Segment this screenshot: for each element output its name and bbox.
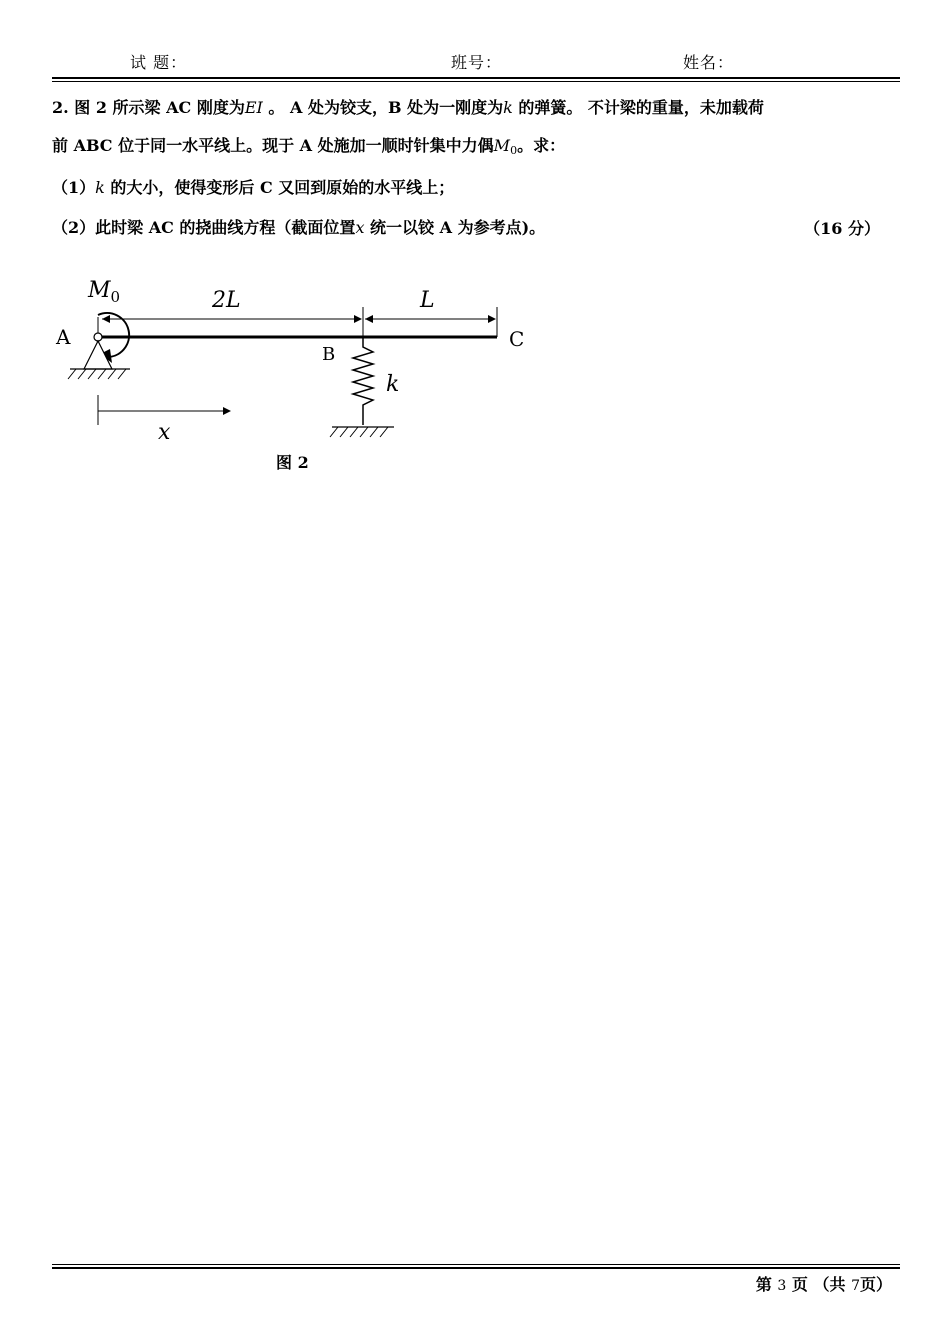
point-b-label: B — [322, 344, 336, 365]
ground-hatch-a — [68, 369, 126, 379]
x-symbol: x — [355, 218, 365, 237]
x-axis-label: x — [158, 420, 171, 445]
moment-label: $M_0$ — [88, 278, 121, 306]
spring-k-label: k — [386, 372, 400, 397]
page-header — [0, 50, 950, 74]
class-label: 班号： — [451, 53, 503, 72]
k-symbol: k — [95, 178, 105, 197]
header-rule-thick — [52, 77, 900, 79]
question-part-2: （2）此时梁 AC 的挠曲线方程（截面位置x 统一以铰 A 为参考点)。 — [52, 218, 546, 237]
points-label: （16 分） — [804, 219, 880, 238]
point-a-label: A — [56, 325, 71, 349]
ei-symbol: EI — [244, 98, 263, 117]
m0-subscript: 0 — [510, 144, 518, 157]
question-line-1: 2. 图 2 所示梁 AC 刚度为EI 。 A 处为铰支，B 处为一刚度为k 的弹簧。 不计梁的重量，未加载荷 — [52, 98, 764, 117]
page-number: 第 3 页 （共 7页） — [755, 1275, 892, 1294]
dim-bc-label: L — [420, 288, 435, 313]
dim-ab-arrow-left — [102, 315, 110, 323]
m0-symbol: M — [493, 136, 511, 155]
question-line-2: 前 ABC 位于同一水平线上。现于 A 处施加一顺时针集中力偶$M_0$。求： — [52, 136, 566, 157]
ground-hatch-b — [330, 427, 388, 437]
point-c-label: C — [509, 327, 525, 351]
k-symbol: k — [503, 98, 513, 117]
header-rule-thin — [52, 81, 900, 82]
dim-ab-label: 2L — [212, 288, 241, 313]
exam-label: 试 题： — [130, 53, 188, 72]
footer-rule-thick — [52, 1267, 900, 1269]
figure-caption: 图 2 — [276, 453, 309, 472]
spring-b — [353, 337, 373, 425]
dim-bc-arrow-left — [365, 315, 373, 323]
beam-figure — [40, 265, 560, 450]
name-label: 姓名： — [683, 53, 735, 72]
question-part-1: （1）k 的大小，使得变形后 C 又回到原始的水平线上； — [52, 178, 455, 197]
footer-rule-thin — [52, 1264, 900, 1265]
